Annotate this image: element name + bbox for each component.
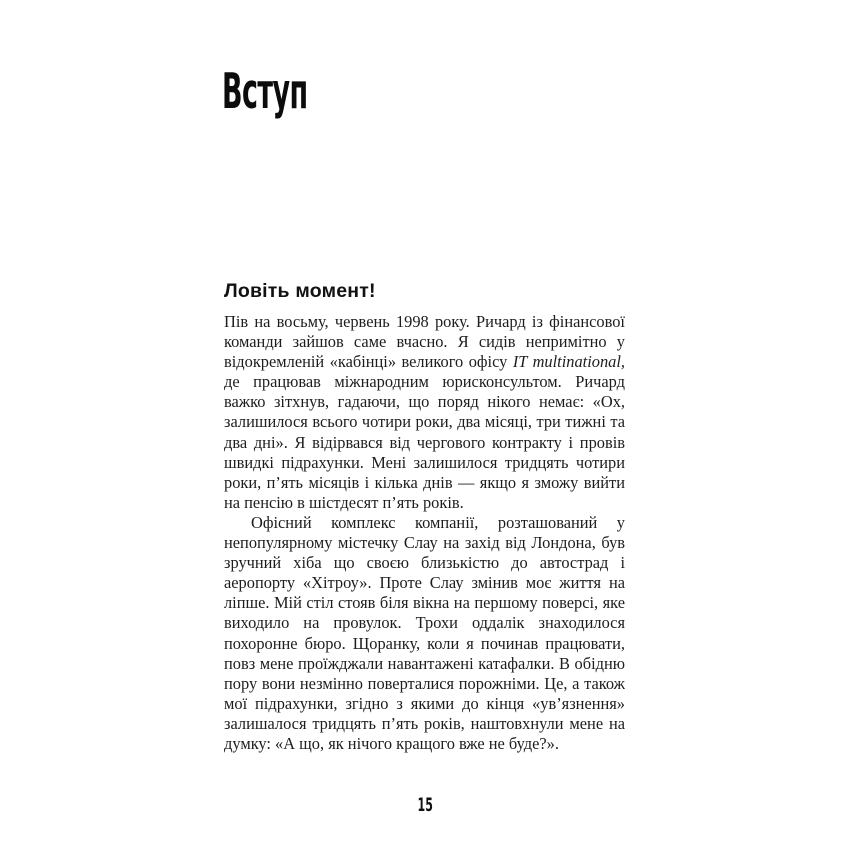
text-run: де працював міжнародним юрисконсультом. Ричард важко зітхнув, гадаючи, що поряд нікого немає: «Ох, залишилося всього чотири роки, два місяці, три тижні та два дні». Я відірвався від чергового контракту і провів швидкі підрахунки. Мені залишилося тридцять чотири роки, п’ять місяців і кілька днів — якщо я зможу вийти на пенсію в шістдесят п’ять років. xyxy=(224,372,625,512)
section-heading: Ловіть момент! xyxy=(224,280,376,302)
paragraph xyxy=(224,312,625,513)
body-text xyxy=(224,312,625,754)
italic-text-run: IT multinational, xyxy=(512,352,625,372)
page-number: 15 xyxy=(417,794,433,816)
text-run: Офісний комплекс компанії, розташований у непопулярному містечку Слау на захід від Лондона, був зручний хіба що своєю близькістю до автострад і аеропорту «Хітроу». Проте Слау змінив моє життя на ліпше. Мій стіл стояв біля вікна на першому поверсі, яке виходило на провулок. Трохи оддалік знаходилося похоронне бюро. Щоранку, коли я починав працювати, повз мене проїжджали навантажені катафалки. В обідню пору вони незмінно поверталися порожніми. Це, а також мої підрахунки, згідно з якими до кінця «ув’язнення» залишалося тридцять п’ять років, наштовхнули мене на думку: «А що, як нічого кращого вже не буде?». xyxy=(224,512,625,753)
footer xyxy=(0,796,850,816)
chapter-title: Вступ xyxy=(222,63,308,120)
paragraph xyxy=(224,513,625,754)
text-run: Пів на восьму, червень 1998 року. Ричард із фінансової команди зайшов саме вчасно. Я сидів непримітно у відокремленій «кабінці» великого офісу xyxy=(224,312,625,372)
